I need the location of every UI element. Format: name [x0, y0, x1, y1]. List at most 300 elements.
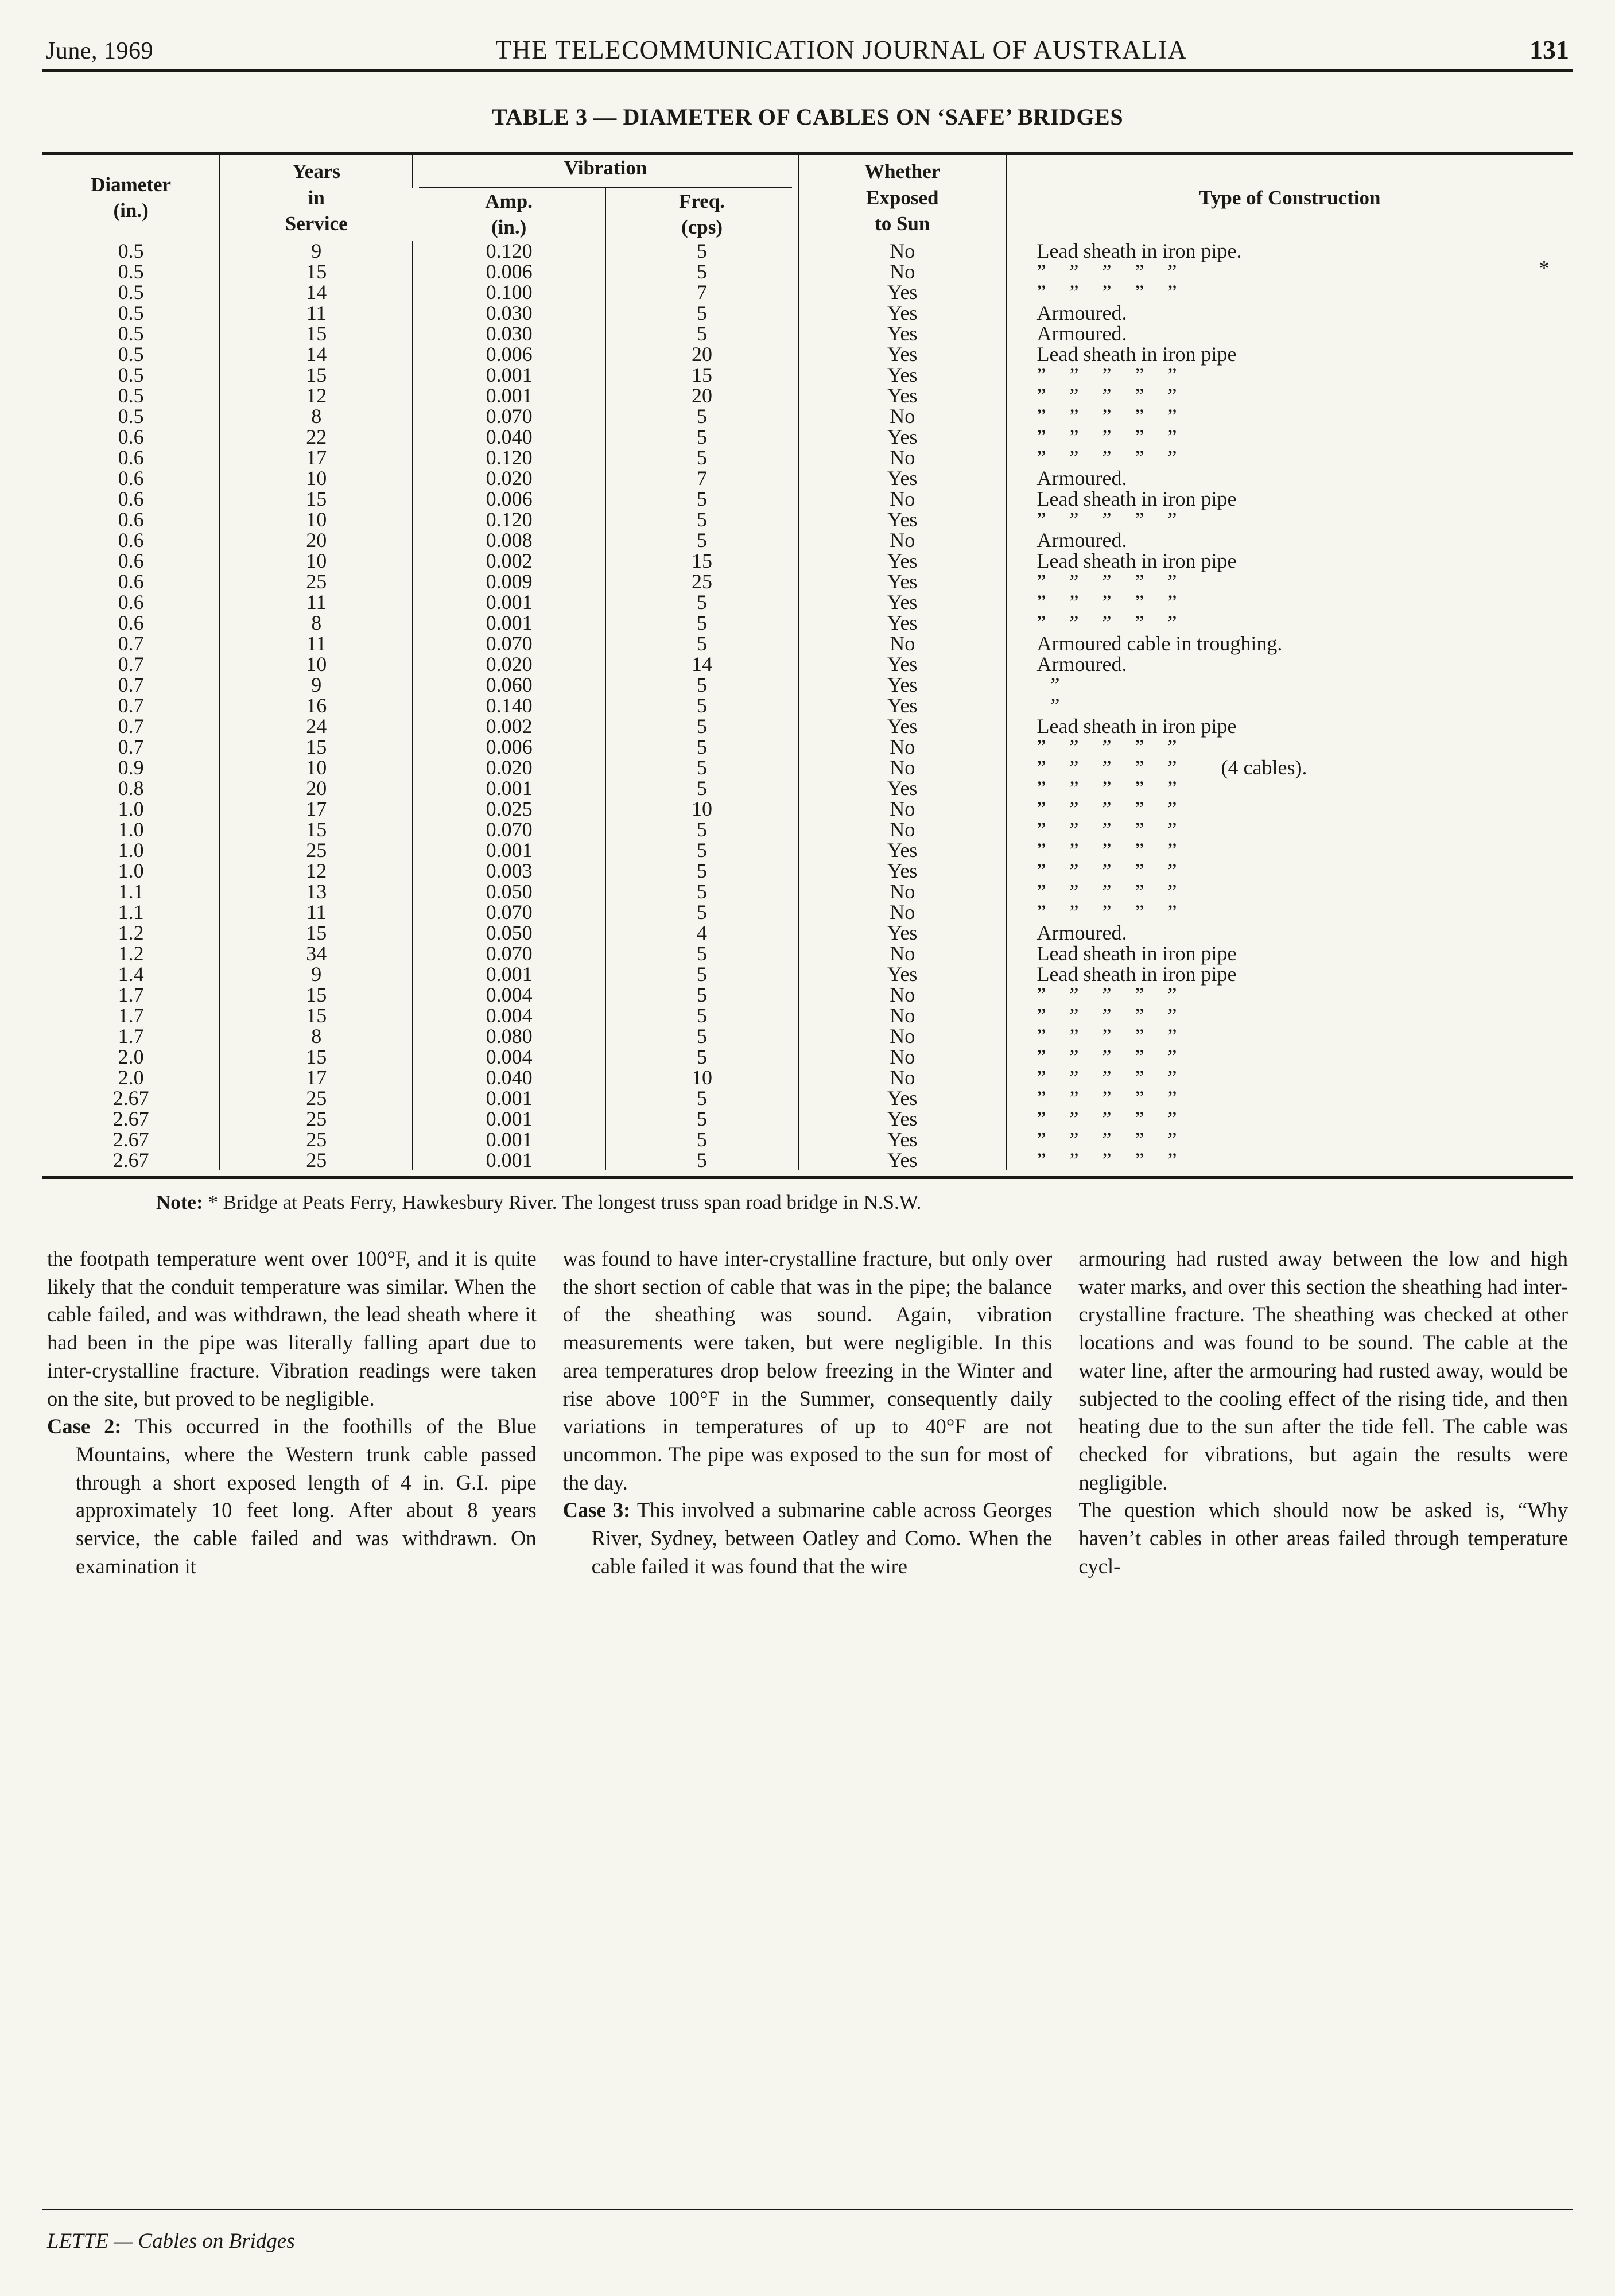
cell-years-in-service: 11 [220, 633, 413, 654]
cell-diameter: 1.7 [118, 1003, 144, 1027]
construction-suffix: (4 cables). [1221, 755, 1307, 779]
cell-exposed-to-sun: No [798, 406, 1007, 426]
cell-vibration-frequency: 5 [605, 1150, 798, 1170]
ditto-mark-icon: ” [1167, 445, 1177, 469]
cell-diameter: 0.7 [118, 735, 144, 758]
ditto-mark-icon: ” [1135, 776, 1144, 800]
cell-vibration-amplitude: 0.070 [413, 633, 605, 654]
ditto-marks [1037, 385, 1201, 406]
cell-type-of-construction [1007, 426, 1573, 447]
ditto-mark-icon: ” [1167, 1065, 1177, 1089]
table-row [42, 612, 1573, 633]
ditto-mark-icon: ” [1036, 879, 1046, 903]
construction-text: Lead sheath in iron pipe [1036, 962, 1237, 986]
ditto-mark-icon: ” [1102, 1107, 1112, 1130]
cell-exposed-to-sun: Yes [798, 302, 1007, 323]
cell-vibration-amplitude: 0.004 [413, 984, 605, 1005]
cell-type-of-construction [1007, 344, 1573, 364]
ditto-mark-icon: ” [1036, 817, 1046, 841]
body-column-1 [47, 1245, 537, 1581]
cell-vibration-frequency: 5 [605, 964, 798, 984]
table-note [34, 1189, 1581, 1216]
cell-type-of-construction [1007, 488, 1573, 509]
cell-exposed-to-sun: Yes [798, 323, 1007, 344]
cell-type-of-construction [1007, 447, 1573, 468]
ditto-mark-icon: ” [1069, 1045, 1079, 1068]
ditto-mark-icon: ” [1167, 817, 1177, 841]
cell-years-in-service: 10 [220, 468, 413, 488]
table-row [42, 1129, 1573, 1150]
ditto-mark-icon: ” [1036, 1003, 1046, 1027]
ditto-mark-icon: ” [1102, 404, 1112, 428]
cell-vibration-frequency: 5 [605, 241, 798, 261]
cell-vibration-amplitude: 0.001 [413, 612, 605, 633]
cell-vibration-frequency: 5 [605, 984, 798, 1005]
col-header-frequency [605, 188, 798, 241]
cell-exposed-to-sun: Yes [798, 1150, 1007, 1170]
ditto-mark-icon: ” [1069, 404, 1079, 428]
ditto-mark-icon: ” [1167, 425, 1177, 448]
cell-vibration-amplitude: 0.006 [413, 261, 605, 282]
ditto-mark-icon: ” [1036, 859, 1046, 882]
table-3 [34, 152, 1581, 1179]
ditto-mark-icon: ” [1102, 1127, 1112, 1151]
cell-vibration-amplitude: 0.001 [413, 1129, 605, 1150]
cell-vibration-amplitude: 0.060 [413, 674, 605, 695]
cell-type-of-construction [1007, 302, 1573, 323]
ditto-mark-icon: ” [1135, 1127, 1144, 1151]
cell-diameter: 2.0 [118, 1065, 144, 1089]
diameter-label-line2: (in.) [113, 199, 149, 222]
header-row [42, 155, 1573, 188]
cell-exposed-to-sun: Yes [798, 426, 1007, 447]
cell-vibration-frequency: 10 [605, 1067, 798, 1088]
ditto-mark-icon: ” [1102, 1003, 1112, 1027]
cell-years-in-service: 12 [220, 385, 413, 406]
cell-vibration-frequency: 5 [605, 1046, 798, 1067]
cell-exposed-to-sun: Yes [798, 1108, 1007, 1129]
cell-diameter: 1.1 [118, 900, 144, 924]
table-row [42, 798, 1573, 819]
ditto-marks [1037, 819, 1201, 840]
cell-vibration-frequency: 5 [605, 695, 798, 716]
cell-years-in-service: 20 [220, 778, 413, 798]
table-row [42, 1108, 1573, 1129]
cell-type-of-construction [1007, 1150, 1573, 1170]
table-body [42, 241, 1573, 1170]
cell-diameter: 1.0 [118, 797, 144, 820]
cell-type-of-construction [1007, 943, 1573, 964]
ditto-mark-icon: ” [1167, 280, 1177, 304]
cell-vibration-amplitude: 0.080 [413, 1026, 605, 1046]
cell-diameter: 0.7 [118, 673, 144, 696]
ditto-mark-icon: ” [1167, 838, 1177, 862]
cell-vibration-amplitude: 0.030 [413, 302, 605, 323]
table-row [42, 860, 1573, 881]
cell-vibration-amplitude: 0.040 [413, 1067, 605, 1088]
construction-text: Armoured. [1036, 528, 1127, 552]
cell-years-in-service: 15 [220, 736, 413, 757]
cell-exposed-to-sun: No [798, 943, 1007, 964]
cell-exposed-to-sun: No [798, 241, 1007, 261]
cell-vibration-amplitude: 0.004 [413, 1005, 605, 1026]
cell-exposed-to-sun: Yes [798, 964, 1007, 984]
construction-label: Type of Construction [1199, 186, 1381, 209]
cell-vibration-amplitude: 0.140 [413, 695, 605, 716]
ditto-mark-icon: ” [1069, 983, 1079, 1006]
cell-vibration-frequency: 5 [605, 674, 798, 695]
ditto-mark-icon: ” [1167, 1086, 1177, 1110]
cell-vibration-frequency: 5 [605, 860, 798, 881]
ditto-mark-icon: ” [1135, 1045, 1144, 1068]
cell-exposed-to-sun: No [798, 530, 1007, 550]
journal-title: THE TELECOMMUNICATION JOURNAL OF AUSTRALIA [495, 36, 1187, 64]
cell-exposed-to-sun: No [798, 1067, 1007, 1088]
cell-type-of-construction [1007, 612, 1573, 633]
ditto-mark-icon: ” [1102, 735, 1112, 758]
ditto-mark-icon: ” [1036, 445, 1046, 469]
ditto-mark-icon: ” [1036, 797, 1046, 820]
cell-exposed-to-sun: No [798, 261, 1007, 282]
ditto-mark-icon: ” [1069, 1127, 1079, 1151]
cell-vibration-amplitude: 0.006 [413, 736, 605, 757]
ditto-mark-icon: ” [1036, 383, 1046, 407]
cell-years-in-service: 15 [220, 323, 413, 344]
ditto-marks [1037, 509, 1201, 530]
diameter-label-line1: Diameter [91, 173, 172, 196]
cell-vibration-amplitude: 0.003 [413, 860, 605, 881]
cell-years-in-service: 15 [220, 984, 413, 1005]
cell-exposed-to-sun: Yes [798, 385, 1007, 406]
cell-exposed-to-sun: Yes [798, 695, 1007, 716]
sun-label-line1: Whether [864, 160, 941, 183]
table-row [42, 406, 1573, 426]
ditto-mark-icon: ” [1036, 507, 1046, 531]
ditto-mark-icon: ” [1135, 735, 1144, 758]
table-row [42, 695, 1573, 716]
cell-diameter: 0.6 [118, 425, 144, 448]
ditto-mark-icon: ” [1135, 1024, 1144, 1048]
ditto-mark-icon: ” [1102, 776, 1112, 800]
cell-years-in-service: 24 [220, 716, 413, 736]
ditto-mark-icon: ” [1135, 445, 1144, 469]
ditto-mark-icon: ” [1036, 776, 1046, 800]
ditto-mark-icon: ” [1036, 259, 1046, 283]
ditto-mark-icon: ” [1036, 280, 1046, 304]
ditto-mark-icon: ” [1135, 280, 1144, 304]
cell-vibration-amplitude: 0.020 [413, 654, 605, 674]
ditto-mark-icon: ” [1102, 900, 1112, 924]
cell-exposed-to-sun: No [798, 902, 1007, 922]
cell-diameter: 0.7 [118, 631, 144, 655]
ditto-marks [1037, 881, 1201, 902]
cell-exposed-to-sun: No [798, 633, 1007, 654]
cell-vibration-frequency: 5 [605, 406, 798, 426]
cell-vibration-frequency: 10 [605, 798, 798, 819]
page-number: 131 [1529, 35, 1569, 64]
table-row [42, 302, 1573, 323]
body-column-3 [1078, 1245, 1568, 1581]
ditto-mark-icon: ” [1069, 383, 1079, 407]
cell-type-of-construction [1007, 695, 1573, 716]
cell-diameter: 2.67 [112, 1127, 149, 1151]
ditto-mark-icon: ” [1069, 755, 1079, 779]
table-row [42, 1150, 1573, 1170]
cell-years-in-service: 13 [220, 881, 413, 902]
ditto-mark-icon: ” [1167, 383, 1177, 407]
ditto-mark-icon: ” [1069, 1107, 1079, 1130]
ditto-mark-icon: ” [1036, 611, 1046, 634]
ditto-mark-icon: ” [1167, 259, 1177, 283]
cell-diameter: 0.5 [118, 239, 144, 262]
cell-vibration-amplitude: 0.009 [413, 571, 605, 592]
case-3-label: Case 3: [562, 1498, 631, 1522]
cell-exposed-to-sun: No [798, 819, 1007, 840]
cell-diameter: 0.6 [118, 549, 144, 572]
years-label-line3: Service [285, 212, 348, 235]
construction-text: Lead sheath in iron pipe [1036, 342, 1237, 366]
cell-years-in-service: 25 [220, 1129, 413, 1150]
cell-vibration-amplitude: 0.004 [413, 1046, 605, 1067]
cell-vibration-frequency: 7 [605, 468, 798, 488]
table-row [42, 633, 1573, 654]
cell-years-in-service: 17 [220, 798, 413, 819]
table-row [42, 1026, 1573, 1046]
cell-years-in-service: 25 [220, 1088, 413, 1108]
ditto-mark-icon: ” [1167, 363, 1177, 386]
ditto-mark-icon: ” [1102, 817, 1112, 841]
ditto-mark-icon: ” [1167, 1107, 1177, 1130]
ditto-mark-icon: ” [1135, 838, 1144, 862]
cell-diameter: 1.4 [118, 962, 144, 986]
cell-vibration-amplitude: 0.001 [413, 778, 605, 798]
cell-vibration-frequency: 15 [605, 364, 798, 385]
cell-years-in-service: 25 [220, 840, 413, 860]
cell-diameter: 0.5 [118, 259, 144, 283]
table-row [42, 571, 1573, 592]
col3-paragraph-2: The question which should now be asked is, “Why haven’t cables in other areas failed through temperature cycl- [1078, 1498, 1569, 1578]
table-row [42, 984, 1573, 1005]
cell-vibration-amplitude: 0.070 [413, 819, 605, 840]
cell-vibration-frequency: 5 [605, 716, 798, 736]
cell-vibration-frequency: 5 [605, 881, 798, 902]
cell-vibration-frequency: 5 [605, 943, 798, 964]
cell-type-of-construction [1007, 364, 1573, 385]
cell-diameter: 0.5 [118, 383, 144, 407]
note-text: * Bridge at Peats Ferry, Hawkesbury River. The longest truss span road bridge in N.S.W. [208, 1190, 922, 1213]
cell-type-of-construction [1007, 757, 1573, 778]
note-label: Note: [156, 1190, 203, 1213]
cell-years-in-service: 11 [220, 902, 413, 922]
ditto-mark-icon: ” [1135, 611, 1144, 634]
ditto-mark-icon: ” [1036, 425, 1046, 448]
cell-vibration-amplitude: 0.100 [413, 282, 605, 302]
ditto-marks [1037, 571, 1201, 592]
cell-type-of-construction [1007, 1108, 1573, 1129]
ditto-mark-icon: ” [1167, 900, 1177, 924]
ditto-mark-icon: ” [1102, 1086, 1112, 1110]
table-row [42, 488, 1573, 509]
cell-diameter: 0.6 [118, 487, 144, 510]
cell-vibration-frequency: 5 [605, 530, 798, 550]
table-bottom-rule [42, 1176, 1573, 1179]
table-row [42, 736, 1573, 757]
ditto-mark-icon: ” [1135, 425, 1144, 448]
cell-years-in-service: 9 [220, 674, 413, 695]
ditto-mark-icon: ” [1036, 838, 1046, 862]
ditto-mark-icon: ” [1135, 983, 1144, 1006]
ditto-mark-icon: ” [1036, 983, 1046, 1006]
ditto-marks [1037, 798, 1201, 819]
table-row [42, 674, 1573, 695]
cell-vibration-frequency: 5 [605, 488, 798, 509]
ditto-mark-icon: ” [1069, 1024, 1079, 1048]
cell-vibration-amplitude: 0.001 [413, 840, 605, 860]
cell-diameter: 0.6 [118, 466, 144, 490]
table-row [42, 840, 1573, 860]
ditto-mark-icon: ” [1036, 363, 1046, 386]
cell-years-in-service: 15 [220, 922, 413, 943]
cell-vibration-frequency: 25 [605, 571, 798, 592]
cell-years-in-service: 15 [220, 364, 413, 385]
cell-type-of-construction [1007, 323, 1573, 344]
cell-type-of-construction [1007, 674, 1573, 695]
ditto-mark-icon: ” [1050, 693, 1060, 717]
cell-diameter: 0.6 [118, 590, 144, 614]
cell-years-in-service: 10 [220, 654, 413, 674]
cell-vibration-frequency: 7 [605, 282, 798, 302]
ditto-mark-icon: ” [1167, 879, 1177, 903]
cell-vibration-amplitude: 0.002 [413, 716, 605, 736]
cell-diameter: 1.0 [118, 838, 144, 862]
cell-years-in-service: 15 [220, 488, 413, 509]
cell-vibration-frequency: 5 [605, 778, 798, 798]
cell-vibration-amplitude: 0.020 [413, 757, 605, 778]
cell-vibration-amplitude: 0.050 [413, 922, 605, 943]
ditto-mark-icon: ” [1036, 1107, 1046, 1130]
cell-diameter: 0.6 [118, 569, 144, 593]
cell-vibration-frequency: 5 [605, 840, 798, 860]
sun-label-line2: Exposed [866, 186, 939, 209]
cell-exposed-to-sun: Yes [798, 922, 1007, 943]
cell-vibration-frequency: 5 [605, 902, 798, 922]
cell-vibration-frequency: 20 [605, 385, 798, 406]
ditto-mark-icon: ” [1069, 735, 1079, 758]
ditto-mark-icon: ” [1102, 1045, 1112, 1068]
ditto-mark-icon: ” [1167, 755, 1177, 779]
cell-diameter: 1.7 [118, 983, 144, 1006]
col3-paragraph-1: armouring had rusted away between the low and high water marks, and over this section the sheathing had inter-crystalline fracture. The sheathing was checked at other locations and was found to be sound. The cable at the water line, after the armouring had rusted away, would be subjected to the cooling effect of the rising tide, and then heating due to the sun after the tide fell. The cable was checked for vibrations, but again the results were negligible. [1078, 1247, 1569, 1494]
cell-years-in-service: 11 [220, 592, 413, 612]
table-row [42, 261, 1573, 282]
ditto-mark-icon: ” [1135, 1065, 1144, 1089]
cell-vibration-amplitude: 0.001 [413, 1150, 605, 1170]
ditto-mark-icon: ” [1036, 1148, 1046, 1172]
ditto-marks [1037, 860, 1201, 881]
cell-diameter: 0.5 [118, 342, 144, 366]
cell-years-in-service: 12 [220, 860, 413, 881]
years-label-line2: in [308, 186, 325, 209]
ditto-marks [1037, 736, 1201, 757]
cell-years-in-service: 22 [220, 426, 413, 447]
cell-diameter: 0.7 [118, 652, 144, 676]
ditto-marks [1037, 1088, 1201, 1108]
cell-vibration-amplitude: 0.025 [413, 798, 605, 819]
table-row [42, 819, 1573, 840]
table-row [42, 943, 1573, 964]
cell-type-of-construction [1007, 902, 1573, 922]
vibration-label: Vibration [564, 157, 647, 179]
ditto-mark-icon: ” [1135, 1107, 1144, 1130]
cell-exposed-to-sun: Yes [798, 612, 1007, 633]
cell-years-in-service: 25 [220, 1108, 413, 1129]
cell-exposed-to-sun: No [798, 984, 1007, 1005]
cell-exposed-to-sun: Yes [798, 592, 1007, 612]
ditto-mark-icon: ” [1167, 507, 1177, 531]
ditto-mark-icon: ” [1135, 1003, 1144, 1027]
col-header-exposed-to-sun [798, 155, 1007, 241]
ditto-mark-icon: ” [1135, 259, 1144, 283]
ditto-mark-icon: ” [1069, 1148, 1079, 1172]
ditto-mark-icon: ” [1135, 1148, 1144, 1172]
cell-years-in-service: 10 [220, 509, 413, 530]
cell-diameter: 0.6 [118, 507, 144, 531]
cell-years-in-service: 25 [220, 1150, 413, 1170]
ditto-mark-icon: ” [1069, 1086, 1079, 1110]
ditto-mark-icon: ” [1102, 838, 1112, 862]
ditto-marks [1037, 1067, 1201, 1088]
cell-vibration-frequency: 5 [605, 1108, 798, 1129]
col-header-years-in-service [220, 155, 413, 241]
cell-years-in-service: 15 [220, 1046, 413, 1067]
col-header-type-of-construction [1007, 155, 1573, 241]
cell-vibration-amplitude: 0.070 [413, 902, 605, 922]
construction-text: Armoured. [1036, 466, 1127, 490]
ditto-mark-icon: ” [1102, 1024, 1112, 1048]
cell-type-of-construction [1007, 840, 1573, 860]
cell-years-in-service: 25 [220, 571, 413, 592]
cell-type-of-construction [1007, 922, 1573, 943]
cell-exposed-to-sun: Yes [798, 364, 1007, 385]
running-footer: LETTE — Cables on Bridges [47, 2229, 295, 2253]
ditto-mark-icon: ” [1102, 1148, 1112, 1172]
cell-exposed-to-sun: No [798, 1046, 1007, 1067]
cell-type-of-construction [1007, 1046, 1573, 1067]
cell-diameter: 0.6 [118, 611, 144, 634]
ditto-mark-icon: ” [1167, 776, 1177, 800]
cell-years-in-service: 9 [220, 241, 413, 261]
cell-type-of-construction [1007, 964, 1573, 984]
cell-vibration-frequency: 5 [605, 447, 798, 468]
cell-type-of-construction [1007, 1026, 1573, 1046]
col2-case-3 [563, 1496, 1053, 1580]
cell-exposed-to-sun: Yes [798, 571, 1007, 592]
ditto-mark-icon: ” [1135, 363, 1144, 386]
table-row [42, 509, 1573, 530]
cell-exposed-to-sun: Yes [798, 674, 1007, 695]
cell-years-in-service: 8 [220, 1026, 413, 1046]
ditto-mark-icon: ” [1069, 1065, 1079, 1089]
ditto-mark-icon: ” [1036, 569, 1046, 593]
col1-paragraph-1: the footpath temperature went over 100°F, and it is quite likely that the conduit temperature was similar. When the cable failed, and was withdrawn, the lead sheath where it had been in the pipe was literally falling apart due to inter-crystalline fracture. Vibration readings were taken on the site, but proved to be negligible. [47, 1247, 537, 1410]
freq-label-line2: (cps) [681, 216, 723, 238]
years-label-line1: Years [292, 160, 340, 183]
cell-vibration-frequency: 5 [605, 612, 798, 633]
table-row [42, 1005, 1573, 1026]
cell-diameter: 1.7 [118, 1024, 144, 1048]
ditto-mark-icon: ” [1167, 797, 1177, 820]
construction-text: Armoured. [1036, 921, 1127, 944]
